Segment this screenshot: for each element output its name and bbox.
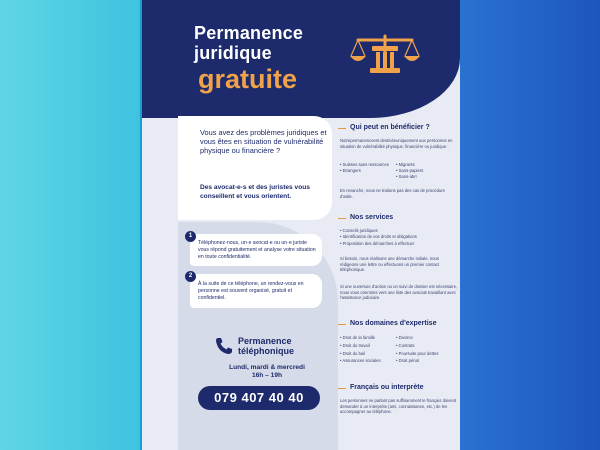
- domain-item: • Droit du travail: [340, 342, 370, 348]
- header-banner: [142, 0, 460, 118]
- beneficiary-group: • Etrangers: [340, 168, 361, 173]
- beneficiaries-description: Notrepermanenceest destinéeuniquement aux personnes en situation de vulnérabilité physique, financière ou juridique :: [340, 138, 453, 149]
- scales-of-justice-icon: [348, 30, 422, 78]
- beneficiary-group: • Sans-papiers: [396, 168, 424, 173]
- beneficiaries-note: En revanche, nous ne traitons pas des cas de procédure d'asile.: [340, 188, 445, 199]
- intro-bubble: [178, 116, 332, 220]
- phone-title-line-1: Permanence: [238, 336, 292, 346]
- phone-title-line-2: téléphonique: [238, 346, 294, 356]
- service-item: • Identification de vos droits et obligations: [340, 234, 417, 240]
- phone-number[interactable]: 079 407 40 40: [198, 386, 320, 410]
- heading-domains: Nos domaines d'expertise: [350, 320, 437, 327]
- heading-languages: Français ou interprète: [350, 384, 424, 391]
- heading-beneficiaries: Qui peut en bénéficier ?: [350, 124, 430, 131]
- domain-item: • Contrats: [396, 342, 415, 348]
- domain-item: • Assurances sociales: [340, 358, 381, 364]
- step-card-2: [190, 274, 322, 308]
- domain-item: • Droit pénal: [396, 358, 419, 364]
- flyer: [142, 0, 460, 450]
- intro-question: Vous avez des problèmes juridiques et vous êtes en situation de vulnérabilité physique ou financière ?: [200, 128, 327, 155]
- services-note-1: Si besoin, nous réalisons une démarche initiale, nous rédigeons une lettre ou effectuons un premier contact téléphonique.: [340, 256, 440, 273]
- step-number-1: 1: [185, 231, 196, 242]
- step-number-2: 2: [185, 271, 196, 282]
- beneficiary-group: • Migrants: [396, 162, 415, 167]
- domain-item: • Droit de la famille: [340, 335, 375, 340]
- beneficiaries-groups: [340, 162, 458, 180]
- services-list: [340, 228, 458, 247]
- languages-text: Les personnes ne parlant pas suffisamment le français doivent demander à un interprète (ami, connaissance, etc.) de les accompagner au téléphone.: [340, 398, 457, 415]
- background-right: [460, 0, 600, 450]
- background-left: [0, 0, 140, 450]
- phone-hours: 16h – 19h: [251, 372, 283, 379]
- domain-item: • Divorce: [396, 335, 413, 340]
- beneficiary-group: • Suisses sans ressources: [340, 162, 389, 167]
- service-item: • Proposition des démarches à effectuer: [340, 240, 415, 246]
- services-note-2: Si une ouverture d'action ou un suivi de dossier est nécessaire, nous vous orientons vers une liste des avocats travaillant avec l'assistance judiciaire.: [340, 284, 458, 301]
- beneficiary-group: • Sans-abri: [396, 174, 417, 179]
- phone-icon: [214, 336, 234, 356]
- domains-list: [340, 334, 458, 365]
- phone-schedule: [202, 364, 332, 380]
- domain-item: • Droit du bail: [340, 350, 365, 356]
- service-item: • Conseils juridiques: [340, 228, 378, 233]
- title-line-3: gratuite: [198, 64, 298, 94]
- domain-item: • Poursuite pour dettes: [396, 350, 439, 356]
- intro-answer: Des avocat-e-s et des juristes vous conseillent et vous orientent.: [200, 184, 310, 200]
- step-text-2: À la suite de ce téléphone, un rendez-vous en personne est souvent organisé, gratuit et confidentiel.: [198, 281, 304, 301]
- step-text-1: Téléphonez-nous, un·e avocat·e ou un·e juriste vous répond gratuitement et analyse votre situation en toute confidentialité.: [198, 240, 316, 260]
- step-card-1: [190, 234, 322, 266]
- title-line-2: juridique: [194, 43, 272, 63]
- heading-services: Nos services: [350, 214, 394, 221]
- title-line-1: Permanence: [194, 23, 304, 43]
- phone-days: Lundi, mardi & mercredi: [229, 364, 305, 371]
